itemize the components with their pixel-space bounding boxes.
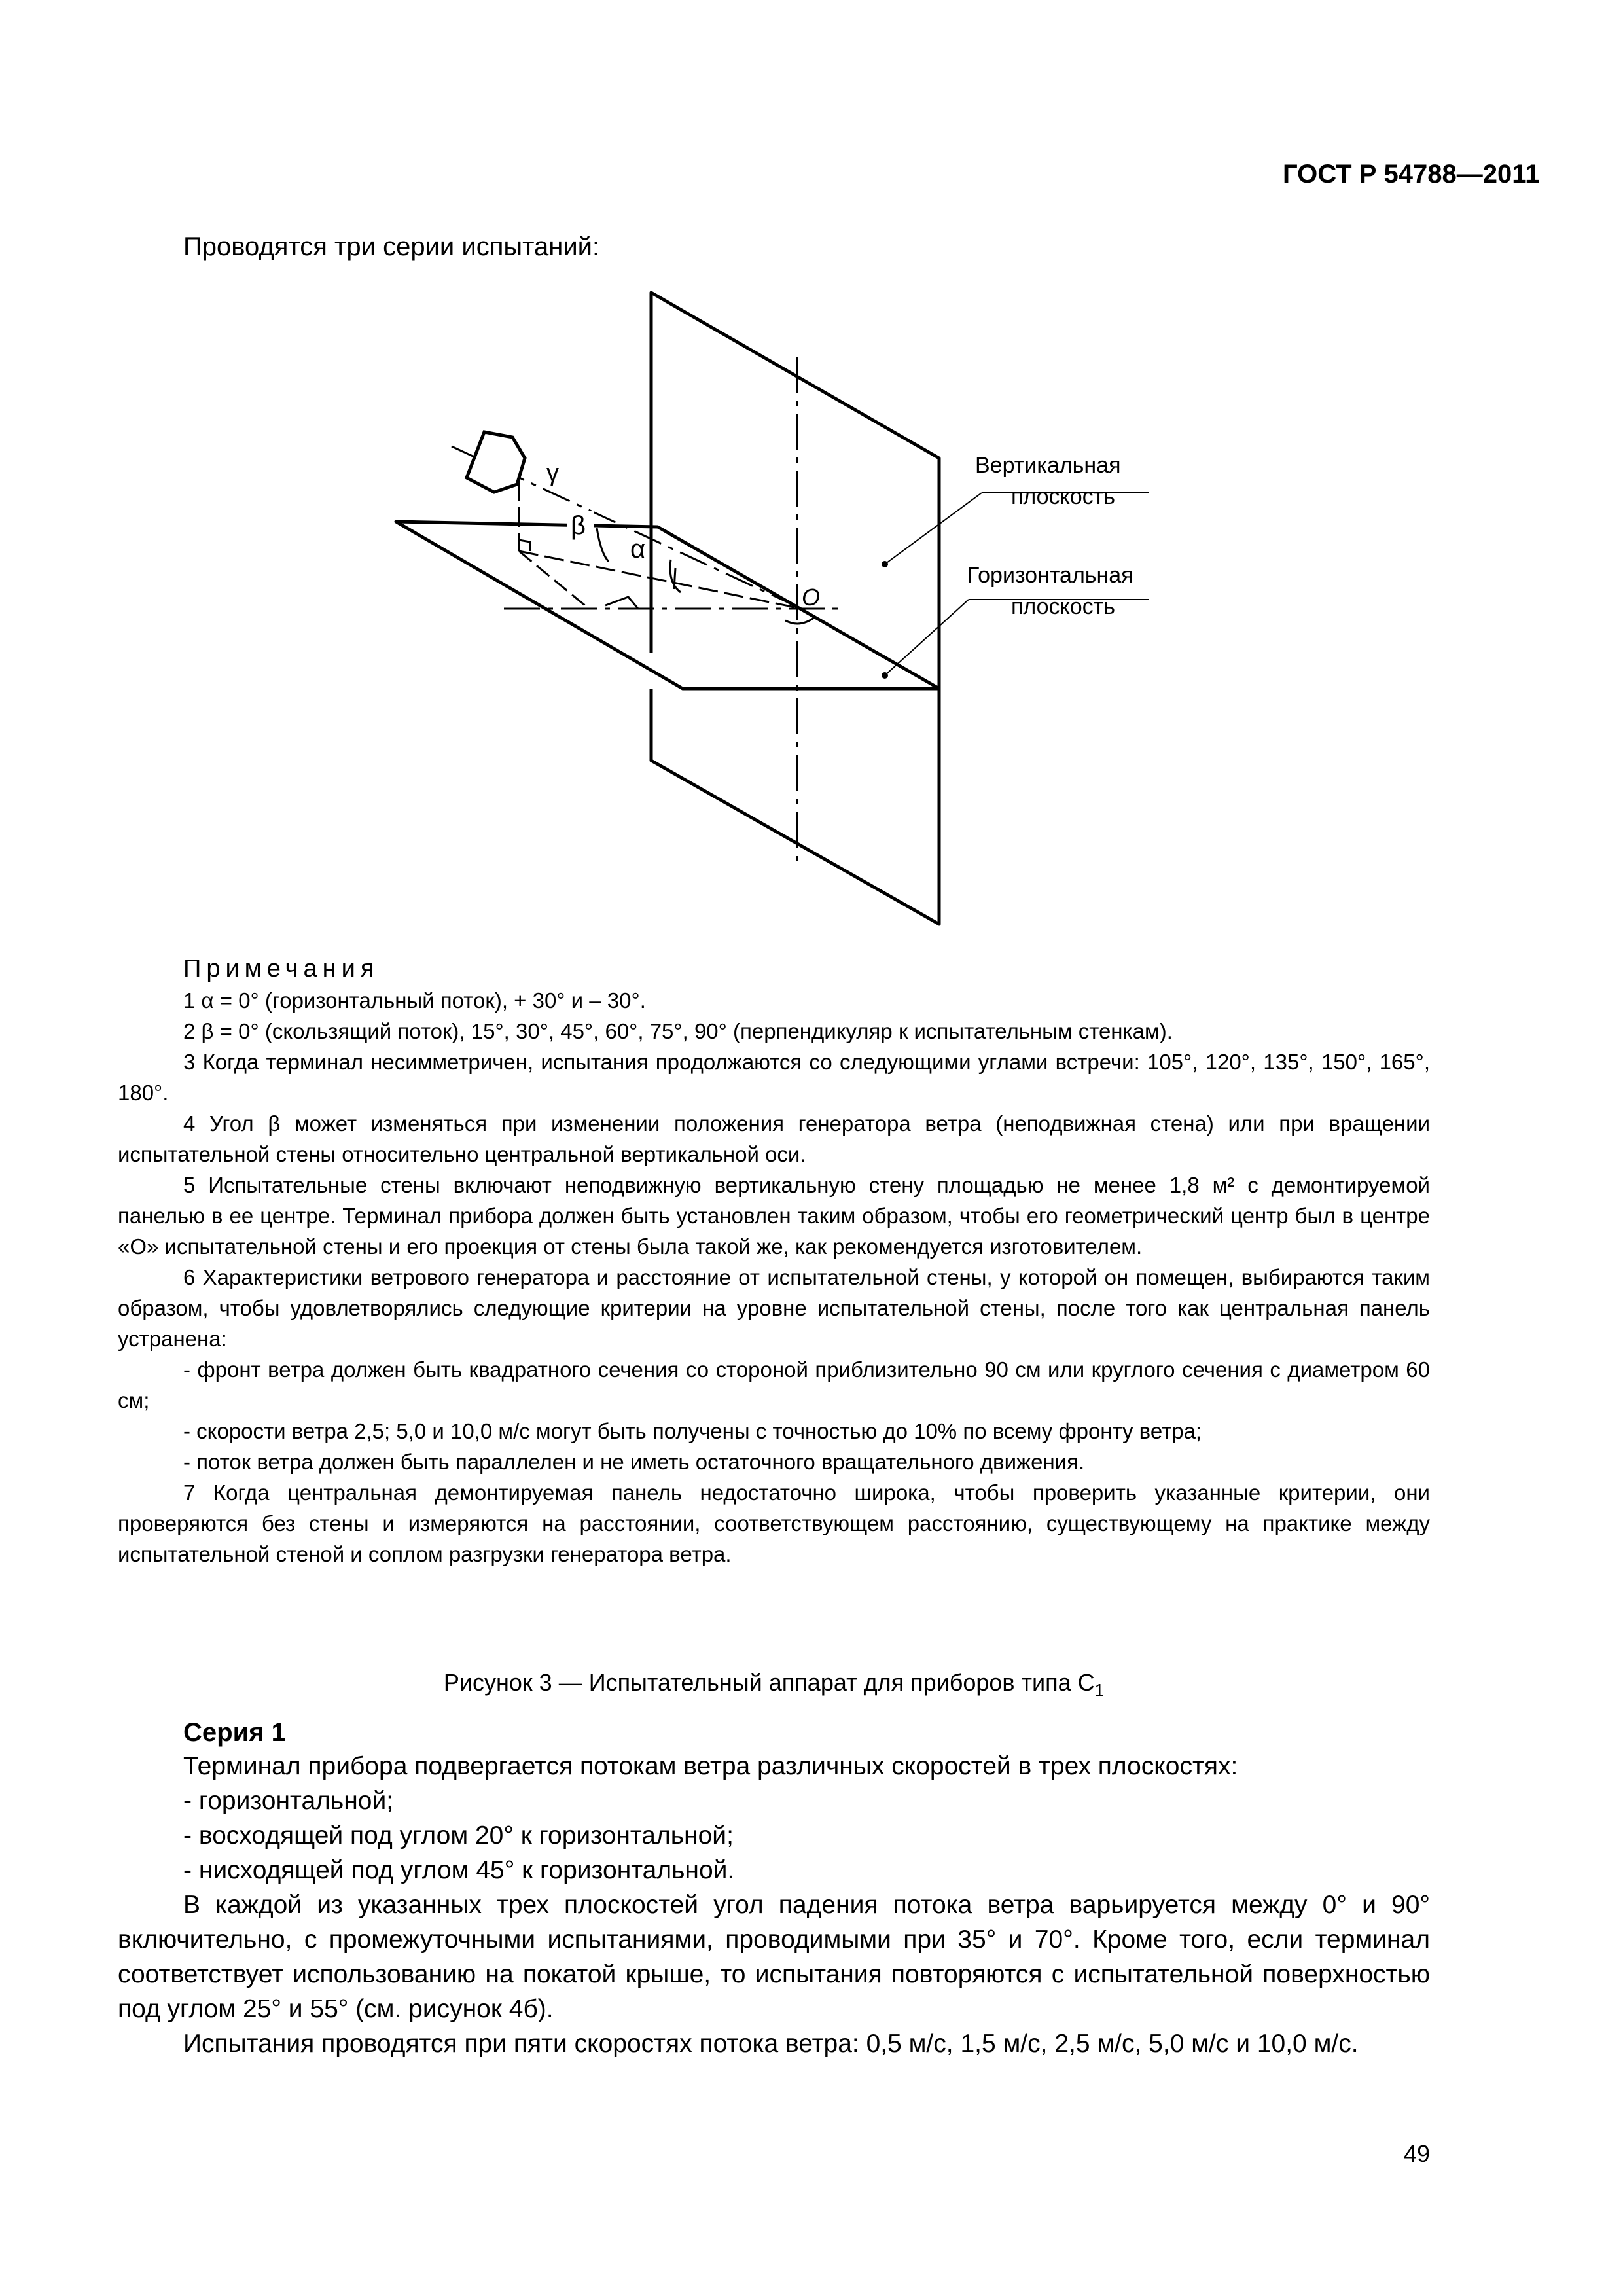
intro-text: Проводятся три серии испытаний: (183, 232, 600, 261)
horizontal-label-leader (885, 600, 969, 675)
horizontal-label-line1: Горизонтальная (967, 563, 1133, 588)
caption-subscript: 1 (1094, 1680, 1105, 1700)
vertical-label-line1: Вертикальная (975, 453, 1121, 478)
standard-designation: ГОСТ Р 54788—2011 (1283, 160, 1540, 188)
alpha-label: α (630, 535, 646, 564)
caption-text: Рисунок 3 — Испытательный аппарат для приборов типа С (443, 1669, 1095, 1696)
o-label: O (802, 584, 821, 611)
series-1-speeds: Испытания проводятся при пяти скоростях потока ветра: 0,5 м/с, 1,5 м/с, 2,5 м/с, 5,0 м/с и 10,0 м/с. (183, 2030, 1359, 2058)
gamma-label: γ (546, 459, 559, 487)
vertical-label-line2: плоскость (1011, 484, 1115, 509)
beta-arc (597, 528, 609, 562)
horizontal-label-line2: плоскость (1011, 594, 1115, 619)
vertical-plane-upper (651, 293, 939, 689)
note-2: 2 β = 0° (скользящий поток), 15°, 30°, 45°, 60°, 75°, 90° (перпендикуляр к испытательным стенкам). (183, 1019, 1173, 1043)
test-apparatus-figure (366, 275, 1191, 929)
series-1-paragraph: В каждой из указанных трех плоскостей угол падения потока ветра варьируется между 0° и 90° включительно, с промежуточными испытаниями, проводимыми при 35° и 70°. Кроме того, если терминал соответствует использованию на покатой крыше, то испытания повторяются с испытательной поверхностью под углом 25° и 55° (см. рисунок 4б). (118, 1891, 1430, 2023)
note-6-criterion-2: - скорости ветра 2,5; 5,0 и 10,0 м/с могут быть получены с точностью до 10% по всему фронту ветра; (183, 1419, 1202, 1443)
angle-mark-bottom (605, 597, 638, 609)
vertical-plane-dot (882, 561, 888, 567)
beta-label: β (571, 511, 586, 540)
o-arc (785, 617, 815, 624)
terminal-device (467, 432, 525, 492)
plane-item: - нисходящей под углом 45° к горизонтальной. (183, 1856, 735, 1884)
plane-item: - горизонтальной; (183, 1787, 394, 1815)
note-6-criterion-1: - фронт ветра должен быть квадратного сечения со стороной приблизительно 90 см или круглого сечения с диаметром 60 см; (118, 1357, 1430, 1412)
horizontal-plane (396, 522, 939, 689)
horizontal-plane-dot (882, 672, 888, 679)
series-1-title: Серия 1 (183, 1718, 286, 1747)
series-1-intro: Терминал прибора подвергается потокам ветра различных скоростей в трех плоскостях: (183, 1752, 1238, 1780)
note-7: 7 Когда центральная демонтируемая панель недостаточно широка, чтобы проверить указанные критерии, они проверяются без стены и измеряются на расстоянии, соответствующем расстоянию, существующему на практике между испытательной стеной и соплом разгрузки генератора ветра. (118, 1480, 1430, 1566)
vertical-label-leader (885, 493, 982, 564)
notes-heading: Примечания (183, 955, 380, 982)
note-5: 5 Испытательные стены включают неподвижную вертикальную стену площадью не менее 1,8 м² с демонтируемой панелью в ее центре. Терминал прибора должен быть установлен таким образом, чтобы его геометрический центр был в центре «О» испытательной стены и его проекция от стены была такой же, как рекомендуется изготовителем. (118, 1173, 1430, 1259)
series-1-section (118, 1716, 1430, 2061)
note-6-criterion-3: - поток ветра должен быть параллелен и не иметь остаточного вращательного движения. (183, 1450, 1085, 1474)
vertical-plane-lower (651, 689, 939, 924)
notes-block (118, 952, 1430, 1570)
note-6: 6 Характеристики ветрового генератора и расстояние от испытательной стены, у которой он помещен, выбираются таким образом, чтобы удовлетворялись следующие критерии на уровне испытательной стены, после того как центральная панель устранена: (118, 1265, 1430, 1351)
right-angle-mark (519, 540, 530, 551)
note-1: 1 α = 0° (горизонтальный поток), + 30° и – 30°. (183, 988, 646, 1013)
note-3: 3 Когда терминал несимметричен, испытания продолжаются со следующими углами встречи: 105°, 120°, 135°, 150°, 165°, 180°. (118, 1050, 1430, 1105)
plane-item: - восходящей под углом 20° к горизонтальной; (183, 1821, 734, 1850)
wind-projection (519, 551, 802, 609)
alpha-arrow (674, 568, 675, 589)
page-number: 49 (1403, 2140, 1430, 2167)
note-4: 4 Угол β может изменяться при изменении положения генератора ветра (неподвижная стена) или при вращении испытательной стены относительно центральной вертикальной оси. (118, 1111, 1430, 1166)
figure-caption (118, 1669, 1430, 1700)
